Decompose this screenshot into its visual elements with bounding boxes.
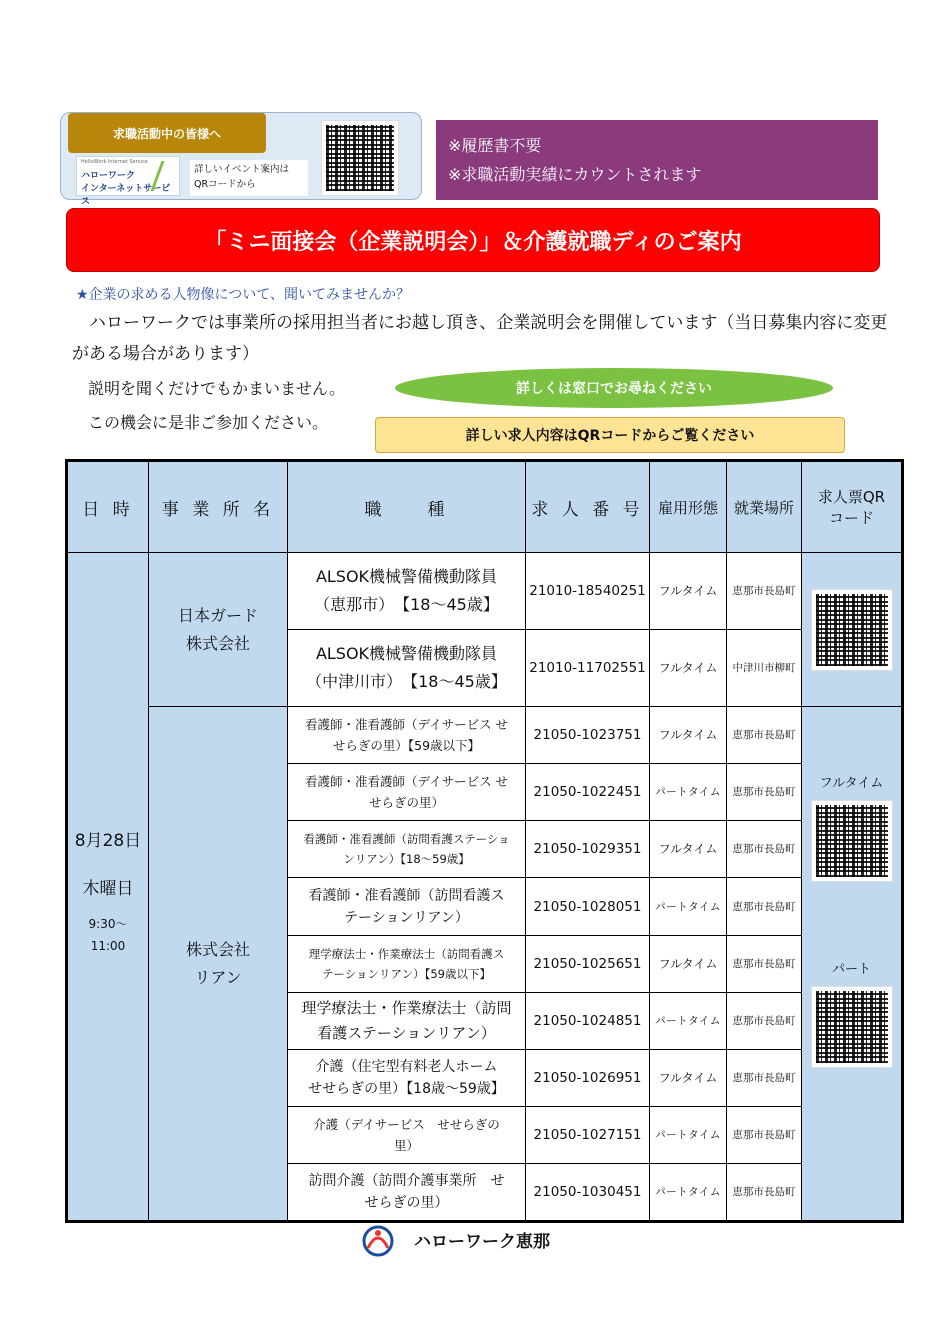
notice-box — [436, 120, 878, 200]
work-location: 恵那市長島町 — [727, 764, 802, 821]
event-note-line-1: 詳しいイベント案内は — [194, 164, 290, 175]
work-location: 恵那市長島町 — [727, 1049, 802, 1106]
header-qr — [802, 461, 903, 553]
header-job-number: 求 人 番 号 — [526, 461, 650, 553]
header-qr-line-1: 求人票QR — [817, 488, 886, 507]
work-location: 恵那市長島町 — [727, 878, 802, 935]
job-number: 21050-1028051 — [526, 878, 650, 935]
job-number: 21050-1024851 — [526, 992, 650, 1049]
table-row — [67, 707, 903, 764]
ask-counter-badge: 詳しくは窓口でお尋ねください — [395, 368, 833, 408]
job-number: 21050-1030451 — [526, 1163, 650, 1221]
page-title: 「ミニ面接会（企業説明会）」＆介護就職ディのご案内 — [66, 208, 880, 272]
qr-code-fulltime-icon[interactable] — [812, 801, 892, 881]
event-weekday: 木曜日 — [82, 878, 134, 899]
date-cell — [67, 553, 149, 1222]
qr-code-parttime-icon[interactable] — [812, 987, 892, 1067]
qr-label-parttime: パート — [831, 962, 871, 978]
qr-code-icon[interactable] — [812, 590, 892, 670]
job-number: 21050-1025651 — [526, 935, 650, 992]
header-qr-line-2: コード — [828, 509, 874, 528]
work-location: 恵那市長島町 — [727, 1163, 802, 1221]
employment-type: パートタイム — [650, 878, 727, 935]
work-location: 恵那市長島町 — [727, 553, 802, 630]
event-note — [190, 160, 308, 196]
job-title: 訪問介護（訪問介護事業所 せ せらぎの里） — [288, 1163, 526, 1221]
notice-job-search-record: ※求職活動実績にカウントされます — [448, 165, 702, 184]
employment-type: フルタイム — [650, 553, 727, 630]
employment-type: パートタイム — [650, 1106, 727, 1163]
hellowork-internet-logo — [76, 156, 180, 207]
qr-cell — [802, 553, 903, 707]
company-name-line-2: 株式会社 — [185, 633, 250, 653]
employment-type: フルタイム — [650, 707, 727, 764]
job-title: 理学療法士・作業療法士（訪問看護ス テーションリアン）【59歳以下】 — [288, 935, 526, 992]
event-qr-code-icon[interactable] — [322, 121, 398, 195]
hellowork-logo-icon — [360, 1224, 396, 1258]
company-name-line-1: 日本ガード — [177, 605, 258, 625]
work-location: 恵那市長島町 — [727, 1106, 802, 1163]
header-location: 就業場所 — [727, 461, 802, 553]
qr-detail-banner: 詳しい求人内容はQRコードからご覧ください — [375, 417, 845, 453]
job-number: 21050-1023751 — [526, 707, 650, 764]
company-cell — [149, 553, 288, 707]
qr-cell — [802, 707, 903, 1222]
employment-type: フルタイム — [650, 821, 727, 878]
work-location: 中津川市柳町 — [727, 630, 802, 707]
job-number: 21050-1027151 — [526, 1106, 650, 1163]
job-title: 介護（デイサービス せせらぎの 里） — [288, 1106, 526, 1163]
employment-type: パートタイム — [650, 992, 727, 1049]
intro-listen-only: 説明を聞くだけでもかまいません。 — [88, 379, 345, 398]
notice-no-resume: ※履歴書不要 — [448, 136, 542, 155]
job-number: 21010-18540251 — [526, 553, 650, 630]
work-location: 恵那市長島町 — [727, 935, 802, 992]
job-title: ALSOK機械警備機動隊員 （恵那市） 【18～45歳】 — [288, 553, 526, 630]
office-name: ハローワーク恵那 — [414, 1232, 550, 1252]
table-header-row — [67, 461, 903, 553]
work-location: 恵那市長島町 — [727, 707, 802, 764]
company-name-line-1: 株式会社 — [185, 939, 250, 959]
logo-line-2: インターネットサービス — [81, 184, 171, 207]
work-location: 恵那市長島町 — [727, 992, 802, 1049]
employment-type: フルタイム — [650, 630, 727, 707]
event-time: 9:30～11:00 — [88, 916, 128, 953]
qr-label-fulltime: フルタイム — [819, 776, 884, 792]
employment-type: パートタイム — [650, 764, 727, 821]
intro-question: ★企業の求める人物像について、聞いてみませんか？ — [76, 287, 410, 303]
job-title: 看護師・准看護師（訪問看護ステーショ ンリアン）【18～59歳】 — [288, 821, 526, 878]
job-title: 看護師・准看護師（デイサービス せ せらぎの里）【59歳以下】 — [288, 707, 526, 764]
logo-small-text: HelloWork Internet Service — [81, 159, 148, 165]
header-date: 日 時 — [67, 461, 149, 553]
job-title: 介護（住宅型有料老人ホーム せせらぎの里）【18歳～59歳】 — [288, 1049, 526, 1106]
job-number: 21050-1029351 — [526, 821, 650, 878]
job-title: 看護師・准看護師（デイサービス せ せらぎの里） — [288, 764, 526, 821]
company-name-line-2: リアン — [194, 967, 242, 987]
intro-invitation: この機会に是非ご参加ください。 — [88, 413, 329, 432]
company-cell — [149, 707, 288, 1222]
job-title: 理学療法士・作業療法士（訪問 看護ステーションリアン） — [288, 992, 526, 1049]
header-job: 職 種 — [288, 461, 526, 553]
header-employment: 雇用形態 — [650, 461, 727, 553]
table-row — [67, 553, 903, 630]
event-note-line-2: QRコードから — [194, 179, 256, 190]
event-date: 8月28日 — [74, 830, 142, 851]
logo-line-1: ハローワーク — [81, 171, 136, 181]
header-company: 事 業 所 名 — [149, 461, 288, 553]
job-number: 21050-1026951 — [526, 1049, 650, 1106]
employment-type: フルタイム — [650, 935, 727, 992]
job-title: 看護師・准看護師（訪問看護ス テーションリアン） — [288, 878, 526, 935]
employment-type: パートタイム — [650, 1163, 727, 1221]
seeker-tag: 求職活動中の皆様へ — [68, 113, 266, 153]
employment-type: フルタイム — [650, 1049, 727, 1106]
intro-body: ハローワークでは事業所の採用担当者にお越し頂き、企業説明会を開催しています（当日募集内容に変更がある場合があります） — [72, 313, 888, 364]
job-number: 21010-11702551 — [526, 630, 650, 707]
job-title: ALSOK機械警備機動隊員 （中津川市） 【18～45歳】 — [288, 630, 526, 707]
job-number: 21050-1022451 — [526, 764, 650, 821]
work-location: 恵那市長島町 — [727, 821, 802, 878]
job-listing-table — [65, 459, 904, 1223]
